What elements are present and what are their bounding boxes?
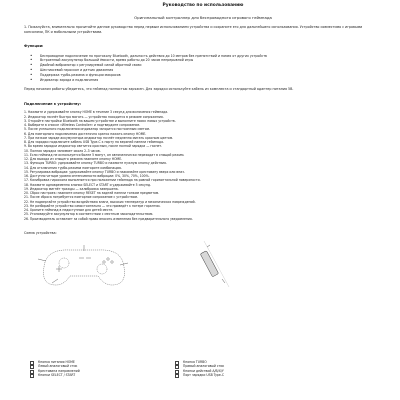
step-item: 21. После сброса потребуется повторное сопряжение с устройством.: [24, 195, 138, 200]
feature-item: • Шестиосевой гироскоп и датчик движения: [30, 68, 382, 73]
step-item: 6. Для повторного подключения достаточно кратко нажать кнопку HOME.: [24, 131, 147, 136]
charging-cable-illustration: [200, 241, 229, 287]
step-item: 24. Храните геймпад в недоступном для детей месте.: [24, 208, 114, 213]
feature-item: • Индикатор заряда и подключения: [30, 78, 382, 83]
connection-heading: Подключение к устройству:: [24, 101, 82, 106]
features-heading: Функции:: [24, 44, 44, 48]
step-item: 3. Откройте настройки Bluetooth на вашем устройстве и выполните поиск новых устройств.: [24, 118, 176, 123]
legend-item: Крестовина направлений: [30, 369, 170, 373]
document-title: Руководство по использованию: [162, 3, 244, 8]
feature-item: • Поддержка турбо-режима и функции макросов: [30, 73, 382, 78]
document-subtitle: Оригинальный контроллер для беспроводного игрового геймпада: [134, 15, 272, 21]
legend-item: Правый аналоговый стик: [175, 364, 315, 368]
gamepad-illustration: [38, 245, 128, 285]
feature-item: • Беспроводное подключение по протоколу Bluetooth, дальность действия до 10 метров без препятствий и помех от других устройств: [30, 54, 382, 59]
step-item: 13. Функция TURBO: удерживайте кнопку TURBO и нажмите нужную кнопку действия.: [24, 161, 167, 166]
step-item: 22. Не подвергайте устройство воздействию влаги, высоких температур и механических повреждений.: [24, 199, 196, 204]
step-item: 26. Производитель оставляет за собой право вносить изменения без предварительного уведомления.: [24, 216, 193, 221]
step-item: 9. Во время зарядки индикатор светится красным, после полной зарядки — гаснет.: [24, 144, 163, 149]
step-item: 1. Нажмите и удерживайте кнопку HOME в течение 3 секунд для включения геймпада.: [24, 110, 169, 115]
step-item: 18. Нажмите одновременно кнопки SELECT и START и удерживайте 5 секунд.: [24, 182, 152, 187]
legend-item: Кнопка питания HOME: [30, 360, 170, 364]
intro-paragraph: 1. Пожалуйста, внимательно прочитайте данное руководство перед первым использованием устройства и сохраните его для дальнейшего использования. Устройство совместимо с игровыми консолями, ПК и мобильными устройствами.: [24, 25, 363, 34]
legend-item: Кнопка TURBO: [175, 360, 315, 364]
step-item: 15. Регулировка вибрации: удерживайте кнопку TURBO и нажимайте крестовину вверх или вниз.: [24, 169, 185, 174]
legend-left-column: [30, 360, 170, 377]
step-item: 4. Выберите в списке «Wireless Controller» и подтвердите сопряжение.: [24, 123, 141, 128]
step-item: 8. Для зарядки подключите кабель USB Type-C к порту на верхней панели геймпада.: [24, 140, 164, 145]
step-item: 19. Индикатор мигнёт трижды — калибровка завершена.: [24, 186, 119, 191]
step-item: 25. Утилизируйте аккумулятор в соответствии с местным законодательством.: [24, 212, 154, 217]
step-item: 5. После успешного подключения индикатор загорится постоянным светом.: [24, 127, 150, 132]
legend-item: Кнопки действий A/B/X/Y: [175, 369, 315, 373]
legend-item: Порт зарядки USB Type-C: [175, 373, 315, 377]
legend-item: Кнопки SELECT / START: [30, 373, 170, 377]
step-item: 23. Не разбирайте устройство самостоятельно — это приведёт к потере гарантии.: [24, 203, 161, 208]
figure-caption: Схема устройства:: [24, 230, 57, 235]
instruction-steps: [24, 110, 382, 221]
step-item: 12. Для выхода из спящего режима нажмите кнопку HOME.: [24, 157, 123, 162]
device-diagram: [24, 239, 384, 291]
features-list: [24, 54, 382, 83]
feature-item: • Двойной вибромотор с регулируемой силой обратной связи: [30, 63, 382, 68]
step-item: 16. Доступно четыре уровня интенсивности вибрации: 0%, 30%, 70%, 100%.: [24, 174, 150, 179]
legend-item: Левый аналоговый стик: [30, 364, 170, 368]
step-item: 20. Сброс настроек: нажмите кнопку RESET на задней панели тонким предметом.: [24, 191, 160, 196]
legend-right-column: [175, 360, 315, 377]
step-item: 2. Индикатор начнёт быстро мигать — устройство находится в режиме сопряжения.: [24, 114, 164, 119]
step-item: 7. При низком заряде аккумулятора индикатор начнёт медленно мигать красным цветом.: [24, 135, 174, 140]
feature-item: • Встроенный аккумулятор большой ёмкости, время работы до 20 часов непрерывной игры: [30, 58, 382, 63]
charging-paragraph: Перед началом работы убедитесь, что геймпад полностью заряжен. Для зарядки используйте кабель из комплекта и стандартный адаптер питания 5В.: [24, 87, 294, 92]
step-item: 17. Калибровка гироскопа выполняется при положении геймпада на ровной горизонтальной поверхности.: [24, 178, 201, 183]
step-item: 11. Если геймпад не используется более 5 минут, он автоматически переходит в спящий режим.: [24, 152, 185, 157]
step-item: 10. Полная зарядка занимает около 2–3 часов.: [24, 148, 101, 153]
device-diagram-row: [24, 239, 382, 291]
step-item: 14. Для отключения турбо-режима повторите комбинацию.: [24, 165, 123, 170]
